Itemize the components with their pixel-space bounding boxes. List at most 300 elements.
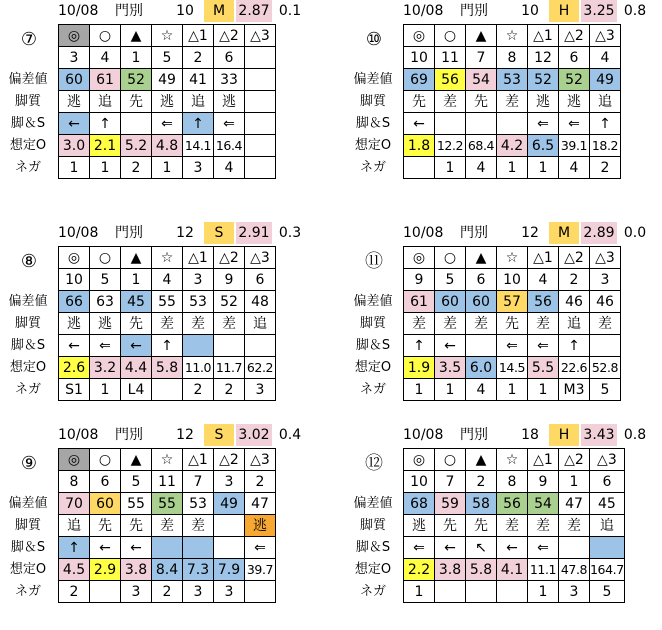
row-label-dev: 偏差値 bbox=[8, 496, 48, 511]
nega-cell: 2 bbox=[59, 581, 90, 603]
marks-cell: ▲ bbox=[466, 25, 497, 47]
nega-cell: 4 bbox=[466, 379, 497, 401]
nega-cell: M3 bbox=[559, 379, 590, 401]
nega-cell: 2 bbox=[214, 379, 245, 401]
nega-cell: 1 bbox=[152, 157, 183, 179]
race-panel bbox=[345, 0, 662, 206]
marks-cell: △3 bbox=[590, 25, 621, 47]
row-label-nega: ネガ bbox=[359, 160, 386, 175]
runner-count: 12 bbox=[176, 225, 194, 241]
horse-cell: 6 bbox=[90, 471, 121, 493]
legs-row bbox=[59, 537, 276, 559]
grade-badge: M bbox=[204, 0, 234, 22]
row-label-style: 脚質 bbox=[14, 518, 41, 533]
race-header bbox=[345, 0, 645, 22]
prediction-table bbox=[58, 246, 276, 401]
odds-cell: 47.8 bbox=[559, 559, 590, 581]
horse-cell: 9 bbox=[404, 269, 435, 291]
marks-cell: △1 bbox=[528, 25, 559, 47]
legs-cell: ⇐ bbox=[559, 113, 590, 135]
dev-cell: 33 bbox=[214, 69, 245, 91]
legs-cell bbox=[183, 335, 214, 357]
style-cell: 追 bbox=[90, 91, 121, 113]
style-cell: 追 bbox=[590, 515, 625, 537]
row-label-style: 脚質 bbox=[359, 518, 386, 533]
marks-cell: △3 bbox=[590, 449, 625, 471]
dev-cell: 46 bbox=[559, 291, 590, 313]
horse-cell: 10 bbox=[404, 471, 435, 493]
odds-cell: 2.9 bbox=[90, 559, 121, 581]
horse-cell: 6 bbox=[466, 269, 497, 291]
race-panel bbox=[0, 0, 317, 206]
style-cell: 差 bbox=[559, 515, 590, 537]
index-diff: 0.8 bbox=[623, 3, 647, 19]
legs-cell: ← bbox=[435, 537, 466, 559]
race-date: 10/08 bbox=[403, 3, 444, 19]
marks-cell: ▲ bbox=[121, 247, 152, 269]
row-label-odds: 想定O bbox=[9, 360, 47, 375]
row-label-nega: ネガ bbox=[359, 584, 386, 599]
legs-row bbox=[404, 335, 621, 357]
index-diff: 0.8 bbox=[623, 427, 647, 443]
row-label-odds: 想定O bbox=[354, 562, 392, 577]
odds-row bbox=[59, 357, 276, 379]
style-cell: 先 bbox=[435, 515, 466, 537]
odds-cell: 62.2 bbox=[245, 357, 276, 379]
odds-cell: 3.8 bbox=[435, 559, 466, 581]
horse-cell: 3 bbox=[59, 47, 90, 69]
odds-row bbox=[59, 559, 276, 581]
odds-cell: 6.5 bbox=[528, 135, 559, 157]
style-cell: 追 bbox=[59, 515, 90, 537]
style-cell: 先 bbox=[466, 91, 497, 113]
horse-cell: 3 bbox=[590, 269, 621, 291]
race-header bbox=[0, 222, 300, 244]
index-diff: 0.0 bbox=[623, 225, 647, 241]
race-index: 2.91 bbox=[236, 222, 272, 244]
grade-badge: S bbox=[204, 424, 234, 446]
race-number: ⑧ bbox=[20, 251, 38, 272]
nega-cell bbox=[404, 157, 435, 179]
nega-cell: 2 bbox=[183, 379, 214, 401]
dev-cell: 60 bbox=[59, 69, 90, 91]
grade-badge: S bbox=[204, 222, 234, 244]
odds-cell: 68.4 bbox=[466, 135, 497, 157]
row-label-dev: 偏差値 bbox=[353, 496, 393, 511]
legs-cell: ← bbox=[121, 537, 152, 559]
nega-cell: 5 bbox=[590, 379, 621, 401]
nega-cell: 5 bbox=[590, 581, 625, 603]
mark-row bbox=[404, 25, 621, 47]
legs-cell bbox=[466, 113, 497, 135]
dev-cell: 49 bbox=[590, 69, 621, 91]
horse-cell: 7 bbox=[183, 471, 214, 493]
dev-cell: 55 bbox=[152, 291, 183, 313]
legs-cell: ⇐ bbox=[497, 335, 528, 357]
horse-row bbox=[59, 269, 276, 291]
nega-cell bbox=[435, 581, 466, 603]
venue-name: 門別 bbox=[460, 3, 488, 19]
deviation-row bbox=[59, 69, 276, 91]
row-label-legs: 脚＆S bbox=[10, 116, 46, 131]
style-cell: 逃 bbox=[90, 313, 121, 335]
legs-cell: ⇐ bbox=[152, 113, 183, 135]
deviation-row bbox=[59, 493, 276, 515]
row-label-dev: 偏差値 bbox=[8, 72, 48, 87]
odds-cell: 4.4 bbox=[121, 357, 152, 379]
row-label-legs: 脚＆S bbox=[355, 338, 391, 353]
legs-cell: ← bbox=[435, 335, 466, 357]
prediction-table bbox=[58, 24, 276, 179]
style-cell: 逃 bbox=[245, 515, 276, 537]
horse-row bbox=[59, 471, 276, 493]
horse-cell: 4 bbox=[528, 269, 559, 291]
horse-cell: 5 bbox=[121, 471, 152, 493]
horse-cell: 2 bbox=[466, 471, 497, 493]
dev-cell: 47 bbox=[245, 493, 276, 515]
marks-cell: ☆ bbox=[152, 25, 183, 47]
horse-cell: 2 bbox=[245, 471, 276, 493]
mark-row bbox=[59, 247, 276, 269]
horse-row bbox=[59, 47, 276, 69]
nega-cell: 1 bbox=[404, 379, 435, 401]
runner-count: 18 bbox=[521, 427, 539, 443]
odds-cell: 3.0 bbox=[59, 135, 90, 157]
dev-cell: 68 bbox=[404, 493, 435, 515]
legs-row bbox=[59, 335, 276, 357]
odds-cell: 3.2 bbox=[90, 357, 121, 379]
odds-cell: 18.2 bbox=[590, 135, 621, 157]
legs-cell bbox=[214, 537, 245, 559]
dev-cell: 53 bbox=[497, 69, 528, 91]
marks-cell: △3 bbox=[245, 449, 276, 471]
nega-cell: 1 bbox=[90, 157, 121, 179]
legs-cell: ↑ bbox=[152, 335, 183, 357]
mark-row bbox=[404, 247, 621, 269]
legs-cell: ← bbox=[59, 113, 90, 135]
odds-cell: 11.7 bbox=[214, 357, 245, 379]
legs-cell: ⇐ bbox=[245, 537, 276, 559]
legs-cell: ↑ bbox=[404, 335, 435, 357]
legs-row bbox=[404, 537, 625, 559]
dev-cell: 53 bbox=[183, 291, 214, 313]
legs-cell: ⇐ bbox=[90, 335, 121, 357]
venue-name: 門別 bbox=[115, 225, 143, 241]
race-panel bbox=[345, 424, 662, 630]
style-cell: 差 bbox=[466, 313, 497, 335]
deviation-row bbox=[404, 69, 621, 91]
odds-cell: 2.1 bbox=[90, 135, 121, 157]
index-diff: 0.3 bbox=[278, 225, 302, 241]
race-date: 10/08 bbox=[403, 225, 444, 241]
dev-cell: 69 bbox=[404, 69, 435, 91]
marks-cell: △1 bbox=[528, 449, 559, 471]
horse-row bbox=[404, 47, 621, 69]
row-label-dev: 偏差値 bbox=[353, 72, 393, 87]
legs-cell bbox=[590, 335, 621, 357]
horse-cell: 8 bbox=[497, 47, 528, 69]
nega-cell: 1 bbox=[435, 379, 466, 401]
horse-cell: 4 bbox=[90, 47, 121, 69]
horse-cell: 9 bbox=[528, 471, 559, 493]
style-cell: 逃 bbox=[59, 91, 90, 113]
marks-cell: ◎ bbox=[404, 25, 435, 47]
legs-row bbox=[404, 113, 621, 135]
grade-badge: M bbox=[549, 222, 579, 244]
marks-cell: ☆ bbox=[152, 449, 183, 471]
legs-cell: ↑ bbox=[559, 335, 590, 357]
horse-cell: 9 bbox=[214, 269, 245, 291]
race-number: ⑫ bbox=[365, 453, 383, 474]
odds-cell: 11.1 bbox=[528, 559, 559, 581]
race-date: 10/08 bbox=[58, 225, 99, 241]
nega-row bbox=[59, 581, 276, 603]
prediction-table bbox=[403, 24, 621, 179]
style-cell: 先 bbox=[121, 313, 152, 335]
horse-cell: 6 bbox=[590, 471, 625, 493]
race-number: ⑨ bbox=[20, 453, 38, 474]
odds-cell: 4.5 bbox=[59, 559, 90, 581]
nega-cell: 4 bbox=[466, 157, 497, 179]
dev-cell: 56 bbox=[435, 69, 466, 91]
horse-cell bbox=[245, 47, 276, 69]
nega-cell: 3 bbox=[183, 581, 214, 603]
deviation-row bbox=[59, 291, 276, 313]
dev-cell: 60 bbox=[90, 493, 121, 515]
odds-cell: 7.3 bbox=[183, 559, 214, 581]
legs-cell: ⇐ bbox=[528, 113, 559, 135]
odds-cell: 12.2 bbox=[435, 135, 466, 157]
style-cell: 先 bbox=[404, 91, 435, 113]
nega-cell: 1 bbox=[404, 581, 435, 603]
odds-cell: 11.0 bbox=[183, 357, 214, 379]
style-cell: 先 bbox=[90, 515, 121, 537]
odds-cell: 164.7 bbox=[590, 559, 625, 581]
dev-cell: 54 bbox=[528, 493, 559, 515]
row-label-dev: 偏差値 bbox=[353, 294, 393, 309]
style-cell: 逃 bbox=[559, 91, 590, 113]
dev-cell: 61 bbox=[404, 291, 435, 313]
nega-cell: 1 bbox=[90, 379, 121, 401]
odds-cell bbox=[245, 135, 276, 157]
nega-cell bbox=[497, 581, 528, 603]
nega-cell: 1 bbox=[528, 379, 559, 401]
style-cell: 逃 bbox=[152, 91, 183, 113]
odds-cell: 22.6 bbox=[559, 357, 590, 379]
style-cell: 先 bbox=[466, 515, 497, 537]
style-row bbox=[59, 515, 276, 537]
horse-cell: 8 bbox=[59, 471, 90, 493]
venue-name: 門別 bbox=[460, 427, 488, 443]
horse-cell: 4 bbox=[152, 269, 183, 291]
marks-cell: △3 bbox=[245, 25, 276, 47]
race-index: 2.87 bbox=[236, 0, 272, 22]
row-label-legs: 脚＆S bbox=[355, 116, 391, 131]
legs-cell bbox=[183, 537, 214, 559]
legs-cell: ← bbox=[497, 537, 528, 559]
dev-cell: 52 bbox=[559, 69, 590, 91]
race-number: ⑦ bbox=[20, 29, 38, 50]
row-label-legs: 脚＆S bbox=[10, 540, 46, 555]
legs-cell: ⇐ bbox=[528, 537, 559, 559]
nega-cell: 2 bbox=[121, 157, 152, 179]
dev-cell: 49 bbox=[152, 69, 183, 91]
race-number: ⑩ bbox=[365, 29, 383, 50]
style-cell: 追 bbox=[245, 313, 276, 335]
horse-cell: 10 bbox=[404, 47, 435, 69]
nega-cell: 3 bbox=[121, 581, 152, 603]
legs-cell: ↑ bbox=[59, 537, 90, 559]
row-label-nega: ネガ bbox=[14, 160, 41, 175]
style-cell: 差 bbox=[497, 515, 528, 537]
horse-cell: 5 bbox=[152, 47, 183, 69]
marks-cell: △1 bbox=[183, 449, 214, 471]
row-label-nega: ネガ bbox=[14, 382, 41, 397]
venue-name: 門別 bbox=[115, 427, 143, 443]
index-diff: 0.1 bbox=[278, 3, 302, 19]
nega-cell bbox=[90, 581, 121, 603]
legs-cell bbox=[245, 113, 276, 135]
nega-row bbox=[59, 157, 276, 179]
dev-cell: 52 bbox=[528, 69, 559, 91]
style-cell: 逃 bbox=[528, 91, 559, 113]
nega-cell: 4 bbox=[559, 157, 590, 179]
legs-cell: ← bbox=[121, 335, 152, 357]
dev-cell: 49 bbox=[214, 493, 245, 515]
style-cell: 追 bbox=[590, 91, 621, 113]
dev-cell: 57 bbox=[497, 291, 528, 313]
marks-cell: ☆ bbox=[152, 247, 183, 269]
style-cell bbox=[245, 91, 276, 113]
nega-cell: 1 bbox=[435, 157, 466, 179]
race-date: 10/08 bbox=[403, 427, 444, 443]
style-cell: 差 bbox=[152, 515, 183, 537]
style-row bbox=[59, 313, 276, 335]
row-label-style: 脚質 bbox=[14, 94, 41, 109]
horse-cell: 7 bbox=[466, 47, 497, 69]
runner-count: 10 bbox=[176, 3, 194, 19]
horse-cell: 12 bbox=[528, 47, 559, 69]
style-cell: 差 bbox=[214, 313, 245, 335]
horse-row bbox=[404, 269, 621, 291]
odds-cell: 1.8 bbox=[404, 135, 435, 157]
horse-cell: 11 bbox=[152, 471, 183, 493]
style-cell: 先 bbox=[497, 313, 528, 335]
race-number: ⑪ bbox=[365, 251, 383, 272]
style-cell: 差 bbox=[435, 313, 466, 335]
legs-cell: ← bbox=[404, 113, 435, 135]
marks-cell: ○ bbox=[435, 25, 466, 47]
dev-cell: 45 bbox=[121, 291, 152, 313]
dev-cell: 55 bbox=[121, 493, 152, 515]
horse-row bbox=[404, 471, 625, 493]
style-cell bbox=[214, 515, 245, 537]
mark-row bbox=[59, 25, 276, 47]
runner-count: 12 bbox=[521, 225, 539, 241]
dev-cell: 41 bbox=[183, 69, 214, 91]
race-header bbox=[345, 222, 645, 244]
legs-cell: ↑ bbox=[90, 113, 121, 135]
odds-cell: 39.1 bbox=[559, 135, 590, 157]
marks-cell: ◎ bbox=[404, 449, 435, 471]
dev-cell: 60 bbox=[435, 291, 466, 313]
odds-cell: 3.8 bbox=[121, 559, 152, 581]
horse-cell: 6 bbox=[245, 269, 276, 291]
legs-cell: ← bbox=[90, 537, 121, 559]
nega-cell bbox=[466, 581, 497, 603]
odds-cell: 4.2 bbox=[497, 135, 528, 157]
odds-cell: 3.5 bbox=[435, 357, 466, 379]
marks-cell: ☆ bbox=[497, 247, 528, 269]
style-cell: 追 bbox=[559, 313, 590, 335]
legs-cell bbox=[466, 335, 497, 357]
dev-cell: 52 bbox=[121, 69, 152, 91]
odds-cell: 52.8 bbox=[590, 357, 621, 379]
odds-row bbox=[59, 135, 276, 157]
odds-cell: 2.2 bbox=[404, 559, 435, 581]
prediction-table bbox=[403, 448, 625, 603]
marks-cell: ○ bbox=[90, 25, 121, 47]
marks-cell: △1 bbox=[183, 25, 214, 47]
legs-cell bbox=[245, 335, 276, 357]
horse-cell: 10 bbox=[59, 269, 90, 291]
style-row bbox=[404, 91, 621, 113]
dev-cell: 58 bbox=[466, 493, 497, 515]
horse-cell: 5 bbox=[90, 269, 121, 291]
style-cell: 逃 bbox=[59, 313, 90, 335]
style-cell: 逃 bbox=[404, 515, 435, 537]
dev-cell bbox=[245, 69, 276, 91]
odds-row bbox=[404, 135, 621, 157]
race-index: 3.43 bbox=[581, 424, 617, 446]
nega-cell bbox=[245, 157, 276, 179]
marks-cell: ▲ bbox=[466, 247, 497, 269]
marks-cell: ◎ bbox=[404, 247, 435, 269]
nega-cell: 1 bbox=[497, 379, 528, 401]
race-date: 10/08 bbox=[58, 3, 99, 19]
legs-cell bbox=[590, 537, 625, 559]
dev-cell: 66 bbox=[59, 291, 90, 313]
legs-cell: ⇐ bbox=[528, 335, 559, 357]
nega-cell bbox=[245, 581, 276, 603]
race-panel bbox=[0, 424, 317, 630]
horse-cell: 7 bbox=[435, 471, 466, 493]
row-label-style: 脚質 bbox=[359, 316, 386, 331]
horse-cell: 10 bbox=[497, 269, 528, 291]
runner-count: 12 bbox=[176, 427, 194, 443]
race-panel bbox=[0, 222, 317, 428]
odds-row bbox=[404, 559, 625, 581]
horse-cell: 6 bbox=[214, 47, 245, 69]
legs-cell: ← bbox=[59, 335, 90, 357]
prediction-table bbox=[403, 246, 621, 401]
style-cell: 差 bbox=[183, 515, 214, 537]
row-label-odds: 想定O bbox=[9, 138, 47, 153]
dev-cell: 45 bbox=[590, 493, 625, 515]
odds-cell: 14.5 bbox=[497, 357, 528, 379]
nega-row bbox=[404, 379, 621, 401]
horse-cell: 11 bbox=[435, 47, 466, 69]
venue-name: 門別 bbox=[460, 225, 488, 241]
race-date: 10/08 bbox=[58, 427, 99, 443]
race-header bbox=[0, 0, 300, 22]
horse-cell: 1 bbox=[121, 47, 152, 69]
dev-cell: 55 bbox=[152, 493, 183, 515]
marks-cell: ▲ bbox=[121, 449, 152, 471]
horse-cell: 8 bbox=[497, 471, 528, 493]
odds-row bbox=[404, 357, 621, 379]
horse-cell: 4 bbox=[590, 47, 621, 69]
